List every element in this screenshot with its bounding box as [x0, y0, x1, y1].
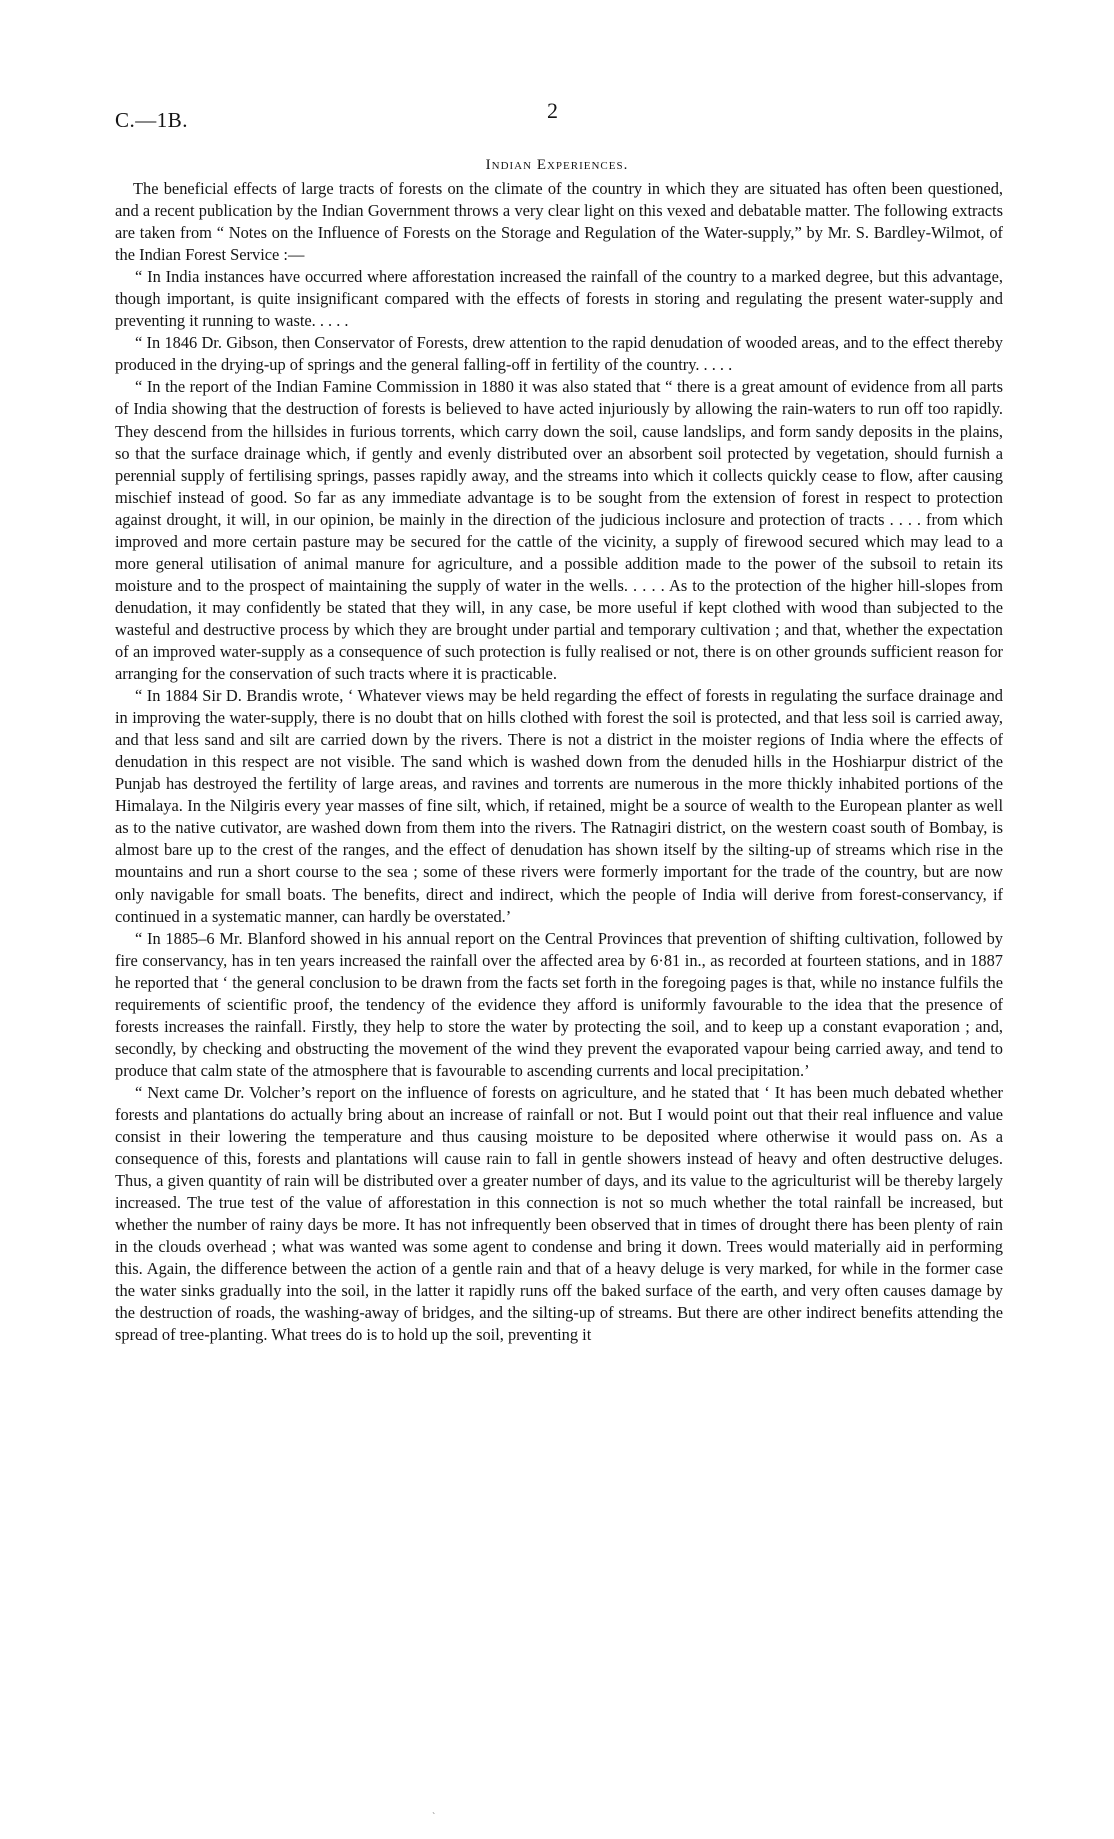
paragraph: “ In 1846 Dr. Gibson, then Conservator of Forests, drew attention to the rapid denudation of wooded areas, and to the effect thereby produced in the drying-up of springs and the general falling-off in fertility of the country. . . . .	[115, 333, 1003, 375]
paragraph: “ In 1885–6 Mr. Blanford showed in his annual report on the Central Provinces that prevention of shifting cultivation, followed by fire conservancy, has in ten years increased the rainfall over the affected area by 6·81 in., as recorded at fourteen stations, and in 1887 he reported that ‘ the general conclusion to be drawn from the facts set forth in the foregoing pages is that, while no instance fulfils the requirements of scientific proof, the tendency of the evidence they afford is uniformly favourable to the idea that the presence of forests increases the rainfall. Firstly, they help to store the water by protecting the soil, and to keep up a constant evaporation ; and, secondly, by checking and obstructing the movement of the wind they prevent the evaporated vapour being carried away, and tend to produce that calm state of the atmosphere that is favourable to ascending currents and local precipitation.’	[115, 928, 1003, 1080]
footer-mark: `	[432, 1812, 436, 1823]
body-text	[115, 178, 1003, 1346]
section-heading: Indian Experiences.	[485, 157, 629, 173]
paragraph: “ In 1884 Sir D. Brandis wrote, ‘ Whatever views may be held regarding the effect of forests in regulating the surface drainage and in improving the water-supply, there is no doubt that on hills clothed with forest the soil is protected, and that less soil is carried away, and that less sand and silt are carried down by the rivers. There is not a district in the moister regions of India where the effects of denudation in this respect are not visible. The sand which is washed down from the denuded hills in the Hoshiarpur district of the Punjab has destroyed the fertility of large areas, and ravines and torrents are numerous in the more thickly inhabited portions of the Himalaya. In the Nilgiris every year masses of fine silt, which, if retained, might be a source of wealth to the European planter as well as to the native cutivator, are washed down from them into the rivers. The Ratnagiri district, on the western coast south of Bombay, is almost bare up to the crest of the ranges, and the effect of denudation has shown itself by the silting-up of streams which rise in the mountains and run a short course to the sea ; some of these rivers were formerly important for the trade of the country, but are now only navigable for small boats. The benefits, direct and indirect, which the people of India will derive from forest-conservancy, if continued in a systematic manner, can hardly be overstated.’	[115, 686, 1003, 926]
paragraph: The beneficial effects of large tracts of forests on the climate of the country in which they are situated has often been questioned, and a recent publication by the Indian Government throws a very clear light on this vexed and debatable matter. The following extracts are taken from “ Notes on the Influence of Forests on the Storage and Regulation of the Water-supply,” by Mr. S. Bardley-Wilmot, of the Indian Forest Service :—	[115, 179, 1003, 265]
paragraph: “ In India instances have occurred where afforestation increased the rainfall of the country to a marked degree, but this advantage, though important, is quite insignificant compared with the effects of forests in storing and regulating the present water-supply and preventing it running to waste. . . . .	[115, 267, 1003, 331]
paragraph: “ Next came Dr. Volcher’s report on the influence of forests on agriculture, and he stated that ‘ It has been much debated whether forests and plantations do actually bring about an increase of rainfall or not. But I would point out that their real influence and value consist in their lowering the temperature and thus causing moisture to be deposited where otherwise it would pass on. As a consequence of this, forests and plantations will cause rain to fall in gentle showers instead of heavy and often destructive deluges. Thus, a given quantity of rain will be distributed over a greater number of days, and its value to the agriculturist will be thereby largely increased. The true test of the value of afforestation in this connection is not so much whether the total rainfall be increased, but whether the number of rainy days be more. It has not infrequently been observed that in times of drought there has been plenty of rain in the clouds overhead ; what was wanted was some agent to condense and bring it down. Trees would materially aid in performing this. Again, the difference between the action of a gentle rain and that of a heavy deluge is very marked, for while in the former case the water sinks gradually into the soil, in the latter it rapidly runs off the baked surface of the earth, and very often causes damage by the destruction of roads, the washing-away of bridges, and the silting-up of streams. But there are other indirect benefits attending the spread of tree-planting. What trees do is to hold up the soil, preventing it	[115, 1082, 1003, 1345]
document-reference: C.—1B.	[115, 108, 189, 132]
page-number: 2	[547, 98, 558, 123]
paragraph: “ In the report of the Indian Famine Commission in 1880 it was also stated that “ there is a great amount of evidence from all parts of India showing that the destruction of forests is believed to have acted injuriously by allowing the rain-waters to run off too rapidly. They descend from the hillsides in furious torrents, which carry down the soil, cause landslips, and form sandy deposits in the plains, so that the surface drainage which, if gently and evenly distributed over an absorbent soil protected by vegetation, should furnish a perennial supply of fertilising springs, passes rapidly away, and the streams into which it collects quickly cease to flow, after causing mischief instead of good. So far as any immediate advantage is to be sought from the extension of forest in respect to protection against drought, it will, in our opinion, be mainly in the direction of the judicious inclosure and protection of tracts . . . . from which improved and more certain pasture may be secured for the cattle of the vicinity, a supply of firewood secured which may lead to a more general utilisation of animal manure for agriculture, and a possible addition made to the power of the subsoil to retain its moisture and to the prospect of maintaining the supply of water in the wells. . . . . As to the protection of the higher hill-slopes from denudation, it may confidently be stated that they will, in any case, be more useful if kept clothed with wood than subjected to the wasteful and destructive process by which they are brought under partial and temporary cultivation ; and that, whether the expectation of an improved water-supply as a consequence of such protection is fully realised or not, there is on other grounds sufficient reason for arranging for the conservation of such tracts where it is practicable.	[115, 377, 1003, 684]
